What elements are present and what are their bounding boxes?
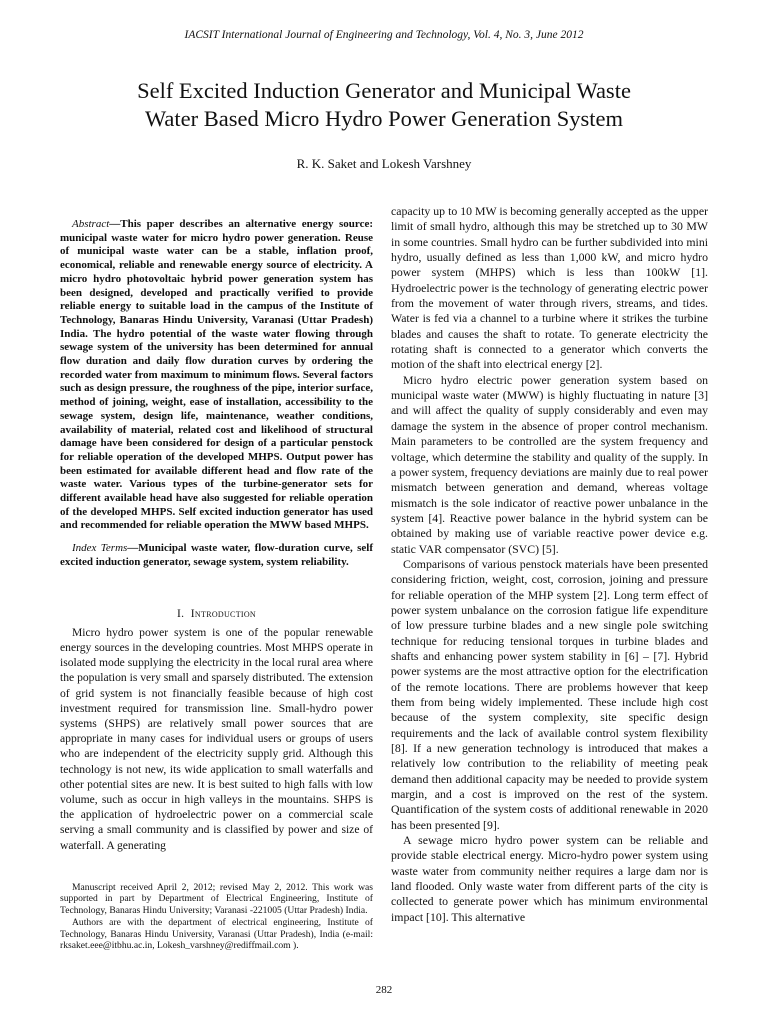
abstract-text: —This paper describes an alternative energy source: municipal waste water for micro hydro power generation. Reuse of municipal waste water can be a stable, inflation proof, economical, reliable and renewable energy source of electricity. A micro hydro photovoltaic hybrid power generation system has been designed, developed and practically verified to provide reliable energy to suitable load in the campus of the Institute of Technology, Banaras Hindu University, Varanasi (Uttar Pradesh) India. The hydro potential of the waste water flowing through sewage system of the university has been determined for annual flow duration and daily flow duration curves by ordering the recorded water from maximum to minimum flows. Several factors such as design pressure, the roughness of the pipe, interior surface, method of joining, weight, ease of installation, accessibility to the sewage system, design life, maintenance, weather conditions, availability of material, related cost and likelihood of structural damage have been considered for design of a particular penstock for reliable operation of the developed MHPS. Output power has been estimated for available different head and flow rate of the waste water. Various types of the turbine-generator sets for different available head have also suggested for reliable operation of the developed MHPS. Self excited induction generator has used and recommended for reliable operation the MWW based MHPS.	[60, 218, 374, 532]
body-paragraph: capacity up to 10 MW is becoming generally accepted as the upper limit of small hydro, although this may be stretched up to 30 MW in some countries. Small hydro can be further subdivided into mini hydro, usually defined as less than 1,000 kW, and micro hydro power system (MHPS) which is less than 100kW [1]. Hydroelectric power is the technology of generating electric power from the movement of water through rivers, streams, and tides. Water is fed via a channel to a turbine where it strikes the turbine blades and causes the shaft to rotate. To generate electricity the rotating shaft is connected to a generator which converts the motion of the shaft into electrical energy [2].	[391, 204, 708, 372]
paper-title	[60, 77, 708, 133]
index-terms-text: —Municipal waste water, flow-duration curve, self excited induction generator, sewage system, system reliability.	[60, 542, 373, 568]
body-paragraph: Micro hydro electric power generation system based on municipal waste water (MWW) is highly fluctuating in nature [3] and will affect the quality of supply considerably and even may damage the system in the absence of proper control mechanism. Main parameters to be controlled are the system frequency and voltage, which determine the stability and quality of the supply. In a power system, frequency deviations are mainly due to real power mismatch between generation and demand, whereas voltage mismatch is the sole indicator of reactive power unbalance in the system [4]. Reactive power balance in the hybrid system can be obtained by making use of variable reactive power device e.g. static VAR compensator (SVC) [5].	[391, 372, 708, 556]
footnote-authors: Authors are with the department of electrical engineering, Institute of Technology, Banaras Hindu University, Varanasi (Uttar Pradesh), India (e-mail: rksaket.eee@itbhu.ac.in, Lokesh_varshney@rediffmail.com ).	[60, 917, 373, 952]
authors: R. K. Saket and Lokesh Varshney	[296, 156, 472, 171]
journal-header: IACSIT International Journal of Engineering and Technology, Vol. 4, No. 3, June 2012	[184, 29, 584, 41]
body-paragraph: A sewage micro hydro power system can be reliable and provide stable electrical energy. Micro-hydro power system using waste water from community neither requires a large dam nor is land flooded. Only waste water from different parts of the city is collected to generate power which has minimum environmental impact [10]. This alternative	[391, 833, 708, 924]
body-paragraph: Comparisons of various penstock materials have been presented considering friction, weight, cost, corrosion, joining and pressure for reliable operation of the MHP system [2]. Long term effect of power system unbalance on the corrosion fatigue life expenditure of low pressure turbine blades and a new single pole switching technique for reducing tensional torques in turbine blades and shafts and enhancing power system stability in [6] – [7]. Hybrid power systems are the most attractive option for the electrification of the remote locations. There are problems however that keep them from being widely implemented. These include high cost because of the system complexity, site specific design requirements and the lack of available control system flexibility [8]. If a new generation technology is introduced that makes a relatively low contribution to the reliability of meeting peak demand then additional capacity may be needed to provide system margin, and a cost is improved on the rest of the system. Quantification of the system costs of additional renewable in 2020 has been presented [9].	[391, 556, 708, 832]
index-terms	[60, 542, 373, 569]
page-number: 282	[375, 984, 393, 996]
section-heading	[60, 606, 373, 621]
section-number: I.	[177, 606, 185, 620]
title-line-1: Self Excited Induction Generator and Municipal Waste	[137, 78, 631, 103]
left-column	[60, 218, 373, 853]
index-terms-lead: Index Terms	[72, 542, 128, 555]
right-column	[391, 204, 708, 925]
abstract-lead: Abstract	[72, 218, 110, 230]
section-title: Introduction	[190, 606, 256, 620]
footnotes	[60, 882, 373, 952]
footnote-manuscript: Manuscript received April 2, 2012; revised May 2, 2012. This work was supported in part by Department of Electrical Engineering, Institute of Technology, Banaras Hindu University; Varanasi -221005 (Uttar Pradesh) India.	[60, 882, 373, 916]
abstract	[60, 218, 373, 533]
title-line-2: Water Based Micro Hydro Power Generation System	[144, 106, 624, 131]
body-paragraph: Micro hydro power system is one of the popular renewable energy sources in the developing countries. Most MHPS operate in isolated mode supplying the electricity in the local rural area where the population is very small and sparsely distributed. The extension of grid system is not financially feasible because of high cost investment required for transmission line. Small-hydro power systems (SHPS) are relatively small power sources that are appropriate in many cases for individual users or groups of users who are independent of the electricity supply grid. Although this technology is not new, its wide application to small waterfalls and other potential sites are new. It is best suited to high falls with low volume, such as occur in high valleys in the mountains. SHPS is the application of hydroelectric power on a commercial scale serving a small community and is classified by power and size of waterfall. A generating	[60, 625, 373, 852]
